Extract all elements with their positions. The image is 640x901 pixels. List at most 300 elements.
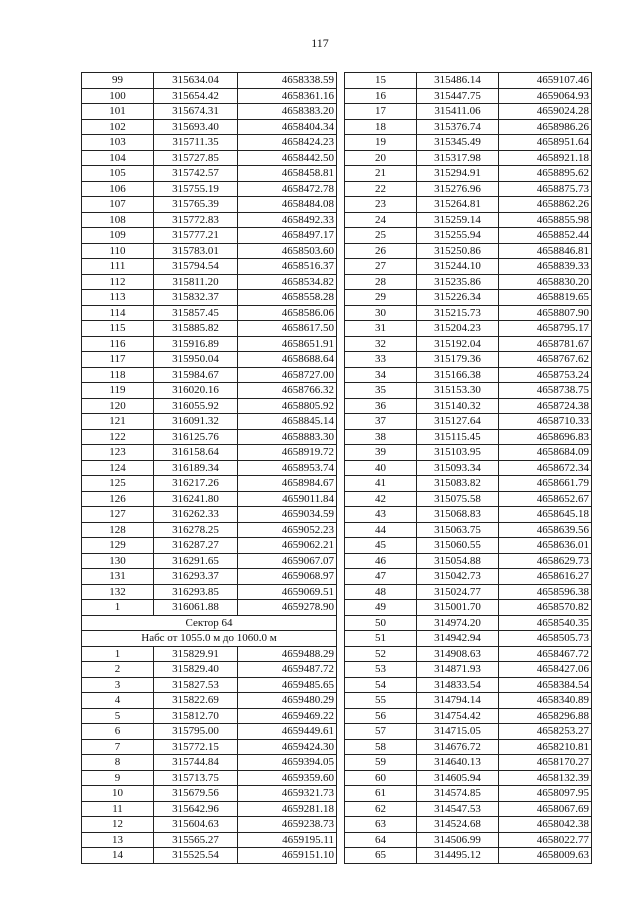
x-coordinate-cell: 314605.94 [417, 770, 499, 786]
table-row [82, 677, 337, 693]
point-number-cell: 26 [345, 243, 417, 259]
point-number-cell: 123 [82, 445, 154, 461]
y-coordinate-cell: 4658505.73 [499, 631, 592, 647]
x-coordinate-cell: 315742.57 [154, 166, 238, 182]
x-coordinate-cell: 315674.31 [154, 104, 238, 120]
y-coordinate-cell: 4658986.26 [499, 119, 592, 135]
x-coordinate-cell: 315063.75 [417, 522, 499, 538]
table-row [82, 832, 337, 848]
x-coordinate-cell: 315244.10 [417, 259, 499, 275]
x-coordinate-cell: 316293.37 [154, 569, 238, 585]
table-row [345, 584, 592, 600]
y-coordinate-cell: 4658639.56 [499, 522, 592, 538]
table-row [345, 119, 592, 135]
table-row [345, 631, 592, 647]
x-coordinate-cell: 315812.70 [154, 708, 238, 724]
point-number-cell: 129 [82, 538, 154, 554]
x-coordinate-cell: 315832.37 [154, 290, 238, 306]
table-row [345, 274, 592, 290]
y-coordinate-cell: 4659485.65 [238, 677, 337, 693]
x-coordinate-cell: 314524.68 [417, 817, 499, 833]
x-coordinate-cell: 315103.95 [417, 445, 499, 461]
y-coordinate-cell: 4658875.73 [499, 181, 592, 197]
y-coordinate-cell: 4659011.84 [238, 491, 337, 507]
x-coordinate-cell: 315140.32 [417, 398, 499, 414]
x-coordinate-cell: 315783.01 [154, 243, 238, 259]
x-coordinate-cell: 314547.53 [417, 801, 499, 817]
point-number-cell: 51 [345, 631, 417, 647]
x-coordinate-cell: 315827.53 [154, 677, 238, 693]
y-coordinate-cell: 4658458.81 [238, 166, 337, 182]
table-row [345, 507, 592, 523]
table-row [345, 693, 592, 709]
table-row [82, 538, 337, 554]
table-row [345, 786, 592, 802]
y-coordinate-cell: 4659488.29 [238, 646, 337, 662]
y-coordinate-cell: 4658427.06 [499, 662, 592, 678]
point-number-cell: 56 [345, 708, 417, 724]
point-number-cell: 110 [82, 243, 154, 259]
table-row [82, 507, 337, 523]
table-row [345, 336, 592, 352]
point-number-cell: 132 [82, 584, 154, 600]
table-row [345, 832, 592, 848]
point-number-cell: 20 [345, 150, 417, 166]
table-row [82, 662, 337, 678]
x-coordinate-cell: 316291.65 [154, 553, 238, 569]
x-coordinate-cell: 315857.45 [154, 305, 238, 321]
y-coordinate-cell: 4658424.23 [238, 135, 337, 151]
table-row [82, 569, 337, 585]
table-row [82, 786, 337, 802]
point-number-cell: 17 [345, 104, 417, 120]
x-coordinate-cell: 314833.54 [417, 677, 499, 693]
x-coordinate-cell: 315001.70 [417, 600, 499, 616]
point-number-cell: 16 [345, 88, 417, 104]
table-row [345, 445, 592, 461]
table-row [345, 259, 592, 275]
table-row [82, 73, 337, 89]
x-coordinate-cell: 315765.39 [154, 197, 238, 213]
y-coordinate-cell: 4658805.92 [238, 398, 337, 414]
table-row [82, 243, 337, 259]
table-row [82, 305, 337, 321]
y-coordinate-cell: 4658534.82 [238, 274, 337, 290]
x-coordinate-cell: 314794.14 [417, 693, 499, 709]
y-coordinate-cell: 4658022.77 [499, 832, 592, 848]
table-row [82, 88, 337, 104]
x-coordinate-cell: 316217.26 [154, 476, 238, 492]
y-coordinate-cell: 4659394.05 [238, 755, 337, 771]
table-row [345, 88, 592, 104]
table-row [345, 352, 592, 368]
point-number-cell: 8 [82, 755, 154, 771]
point-number-cell: 106 [82, 181, 154, 197]
x-coordinate-cell: 314640.13 [417, 755, 499, 771]
x-coordinate-cell: 315166.38 [417, 367, 499, 383]
x-coordinate-cell: 315950.04 [154, 352, 238, 368]
table-row [345, 646, 592, 662]
table-row [82, 274, 337, 290]
y-coordinate-cell: 4659052.23 [238, 522, 337, 538]
x-coordinate-cell: 315772.83 [154, 212, 238, 228]
point-number-cell: 10 [82, 786, 154, 802]
point-number-cell: 11 [82, 801, 154, 817]
y-coordinate-cell: 4658492.33 [238, 212, 337, 228]
point-number-cell: 52 [345, 646, 417, 662]
y-coordinate-cell: 4658724.38 [499, 398, 592, 414]
table-row [345, 708, 592, 724]
table-row [82, 119, 337, 135]
point-number-cell: 101 [82, 104, 154, 120]
point-number-cell: 1 [82, 646, 154, 662]
x-coordinate-cell: 315777.21 [154, 228, 238, 244]
table-row [82, 801, 337, 817]
x-coordinate-cell: 315060.55 [417, 538, 499, 554]
y-coordinate-cell: 4659034.59 [238, 507, 337, 523]
table-row [82, 445, 337, 461]
point-number-cell: 24 [345, 212, 417, 228]
x-coordinate-cell: 315984.67 [154, 367, 238, 383]
x-coordinate-cell: 315885.82 [154, 321, 238, 337]
x-coordinate-cell: 315255.94 [417, 228, 499, 244]
y-coordinate-cell: 4658586.06 [238, 305, 337, 321]
x-coordinate-cell: 315192.04 [417, 336, 499, 352]
point-number-cell: 104 [82, 150, 154, 166]
x-coordinate-cell: 315317.98 [417, 150, 499, 166]
y-coordinate-cell: 4659469.22 [238, 708, 337, 724]
point-number-cell: 18 [345, 119, 417, 135]
y-coordinate-cell: 4659480.29 [238, 693, 337, 709]
table-row [345, 135, 592, 151]
y-coordinate-cell: 4658781.67 [499, 336, 592, 352]
x-coordinate-cell: 314676.72 [417, 739, 499, 755]
point-number-cell: 29 [345, 290, 417, 306]
point-number-cell: 47 [345, 569, 417, 585]
x-coordinate-cell: 315226.34 [417, 290, 499, 306]
point-number-cell: 23 [345, 197, 417, 213]
point-number-cell: 119 [82, 383, 154, 399]
x-coordinate-cell: 315795.00 [154, 724, 238, 740]
point-number-cell: 55 [345, 693, 417, 709]
x-coordinate-cell: 315713.75 [154, 770, 238, 786]
point-number-cell: 46 [345, 553, 417, 569]
x-coordinate-cell: 316125.76 [154, 429, 238, 445]
table-row [345, 367, 592, 383]
table-row [345, 770, 592, 786]
table-row [345, 414, 592, 430]
x-coordinate-cell: 315042.73 [417, 569, 499, 585]
x-coordinate-cell: 315693.40 [154, 119, 238, 135]
table-row [345, 553, 592, 569]
y-coordinate-cell: 4658404.34 [238, 119, 337, 135]
point-number-cell: 120 [82, 398, 154, 414]
y-coordinate-cell: 4659107.46 [499, 73, 592, 89]
x-coordinate-cell: 315772.15 [154, 739, 238, 755]
y-coordinate-cell: 4658617.50 [238, 321, 337, 337]
y-coordinate-cell: 4658895.62 [499, 166, 592, 182]
x-coordinate-cell: 315054.88 [417, 553, 499, 569]
y-coordinate-cell: 4658696.83 [499, 429, 592, 445]
x-coordinate-cell: 315822.69 [154, 693, 238, 709]
y-coordinate-cell: 4658951.64 [499, 135, 592, 151]
x-coordinate-cell: 316262.33 [154, 507, 238, 523]
table-row [345, 150, 592, 166]
x-coordinate-cell: 315634.04 [154, 73, 238, 89]
x-coordinate-cell: 315068.83 [417, 507, 499, 523]
table-row [82, 212, 337, 228]
y-coordinate-cell: 4658830.20 [499, 274, 592, 290]
page-number: 117 [311, 36, 329, 50]
point-number-cell: 60 [345, 770, 417, 786]
point-number-cell: 121 [82, 414, 154, 430]
point-number-cell: 64 [345, 832, 417, 848]
y-coordinate-cell: 4658497.17 [238, 228, 337, 244]
point-number-cell: 19 [345, 135, 417, 151]
table-row [345, 677, 592, 693]
point-number-cell: 112 [82, 274, 154, 290]
table-row [345, 166, 592, 182]
sector-height-range: Набс от 1055.0 м до 1060.0 м [82, 631, 337, 647]
table-row [345, 429, 592, 445]
table-row [345, 817, 592, 833]
point-number-cell: 22 [345, 181, 417, 197]
x-coordinate-cell: 315115.45 [417, 429, 499, 445]
table-row [82, 553, 337, 569]
point-number-cell: 128 [82, 522, 154, 538]
table-row [82, 383, 337, 399]
y-coordinate-cell: 4658170.27 [499, 755, 592, 771]
left-coordinates-table [81, 72, 337, 864]
point-number-cell: 4 [82, 693, 154, 709]
x-coordinate-cell: 315204.23 [417, 321, 499, 337]
point-number-cell: 7 [82, 739, 154, 755]
point-number-cell: 100 [82, 88, 154, 104]
table-row [82, 600, 337, 616]
y-coordinate-cell: 4658807.90 [499, 305, 592, 321]
point-number-cell: 131 [82, 569, 154, 585]
point-number-cell: 54 [345, 677, 417, 693]
point-number-cell: 118 [82, 367, 154, 383]
x-coordinate-cell: 315376.74 [417, 119, 499, 135]
x-coordinate-cell: 315916.89 [154, 336, 238, 352]
x-coordinate-cell: 315345.49 [417, 135, 499, 151]
point-number-cell: 31 [345, 321, 417, 337]
y-coordinate-cell: 4658340.89 [499, 693, 592, 709]
table-row [345, 724, 592, 740]
point-number-cell: 113 [82, 290, 154, 306]
y-coordinate-cell: 4658846.81 [499, 243, 592, 259]
point-number-cell: 36 [345, 398, 417, 414]
x-coordinate-cell: 314495.12 [417, 848, 499, 864]
point-number-cell: 102 [82, 119, 154, 135]
table-row [82, 150, 337, 166]
right-table-body [345, 73, 592, 864]
y-coordinate-cell: 4659424.30 [238, 739, 337, 755]
x-coordinate-cell: 315654.42 [154, 88, 238, 104]
table-row [345, 662, 592, 678]
table-row [345, 460, 592, 476]
table-row [82, 708, 337, 724]
y-coordinate-cell: 4658767.62 [499, 352, 592, 368]
table-row [345, 755, 592, 771]
y-coordinate-cell: 4659278.90 [238, 600, 337, 616]
table-row [345, 228, 592, 244]
y-coordinate-cell: 4658503.60 [238, 243, 337, 259]
x-coordinate-cell: 315075.58 [417, 491, 499, 507]
point-number-cell: 57 [345, 724, 417, 740]
y-coordinate-cell: 4658883.30 [238, 429, 337, 445]
x-coordinate-cell: 314754.42 [417, 708, 499, 724]
y-coordinate-cell: 4658862.26 [499, 197, 592, 213]
sector-height-range-row [82, 631, 337, 647]
y-coordinate-cell: 4658296.88 [499, 708, 592, 724]
point-number-cell: 62 [345, 801, 417, 817]
x-coordinate-cell: 315565.27 [154, 832, 238, 848]
point-number-cell: 44 [345, 522, 417, 538]
x-coordinate-cell: 316158.64 [154, 445, 238, 461]
point-number-cell: 48 [345, 584, 417, 600]
y-coordinate-cell: 4658855.98 [499, 212, 592, 228]
y-coordinate-cell: 4659359.60 [238, 770, 337, 786]
y-coordinate-cell: 4658852.44 [499, 228, 592, 244]
table-row [82, 755, 337, 771]
x-coordinate-cell: 315235.86 [417, 274, 499, 290]
x-coordinate-cell: 315215.73 [417, 305, 499, 321]
point-number-cell: 45 [345, 538, 417, 554]
point-number-cell: 116 [82, 336, 154, 352]
x-coordinate-cell: 314871.93 [417, 662, 499, 678]
x-coordinate-cell: 315811.20 [154, 274, 238, 290]
table-row [82, 398, 337, 414]
y-coordinate-cell: 4658383.20 [238, 104, 337, 120]
table-row [82, 197, 337, 213]
point-number-cell: 124 [82, 460, 154, 476]
y-coordinate-cell: 4659024.28 [499, 104, 592, 120]
y-coordinate-cell: 4658132.39 [499, 770, 592, 786]
x-coordinate-cell: 315179.36 [417, 352, 499, 368]
point-number-cell: 114 [82, 305, 154, 321]
x-coordinate-cell: 316091.32 [154, 414, 238, 430]
y-coordinate-cell: 4659064.93 [499, 88, 592, 104]
x-coordinate-cell: 315411.06 [417, 104, 499, 120]
y-coordinate-cell: 4658710.33 [499, 414, 592, 430]
table-row [345, 197, 592, 213]
y-coordinate-cell: 4658688.64 [238, 352, 337, 368]
y-coordinate-cell: 4658338.59 [238, 73, 337, 89]
point-number-cell: 2 [82, 662, 154, 678]
table-row [345, 491, 592, 507]
y-coordinate-cell: 4658629.73 [499, 553, 592, 569]
x-coordinate-cell: 315642.96 [154, 801, 238, 817]
y-coordinate-cell: 4658953.74 [238, 460, 337, 476]
table-row [82, 228, 337, 244]
x-coordinate-cell: 315153.30 [417, 383, 499, 399]
point-number-cell: 13 [82, 832, 154, 848]
x-coordinate-cell: 315276.96 [417, 181, 499, 197]
point-number-cell: 109 [82, 228, 154, 244]
point-number-cell: 125 [82, 476, 154, 492]
y-coordinate-cell: 4658467.72 [499, 646, 592, 662]
table-row [82, 584, 337, 600]
point-number-cell: 33 [345, 352, 417, 368]
x-coordinate-cell: 315294.91 [417, 166, 499, 182]
y-coordinate-cell: 4659238.73 [238, 817, 337, 833]
y-coordinate-cell: 4659062.21 [238, 538, 337, 554]
x-coordinate-cell: 315024.77 [417, 584, 499, 600]
table-row [82, 104, 337, 120]
table-row [345, 104, 592, 120]
y-coordinate-cell: 4659449.61 [238, 724, 337, 740]
point-number-cell: 59 [345, 755, 417, 771]
right-coordinates-table [344, 72, 592, 864]
point-number-cell: 12 [82, 817, 154, 833]
table-row [82, 166, 337, 182]
table-row [345, 522, 592, 538]
table-row [82, 367, 337, 383]
x-coordinate-cell: 314974.20 [417, 615, 499, 631]
point-number-cell: 103 [82, 135, 154, 151]
x-coordinate-cell: 315127.64 [417, 414, 499, 430]
x-coordinate-cell: 315744.84 [154, 755, 238, 771]
point-number-cell: 63 [345, 817, 417, 833]
y-coordinate-cell: 4659067.07 [238, 553, 337, 569]
point-number-cell: 21 [345, 166, 417, 182]
y-coordinate-cell: 4658652.67 [499, 491, 592, 507]
y-coordinate-cell: 4658009.63 [499, 848, 592, 864]
point-number-cell: 65 [345, 848, 417, 864]
x-coordinate-cell: 315829.40 [154, 662, 238, 678]
y-coordinate-cell: 4658672.34 [499, 460, 592, 476]
y-coordinate-cell: 4658921.18 [499, 150, 592, 166]
x-coordinate-cell: 315264.81 [417, 197, 499, 213]
point-number-cell: 15 [345, 73, 417, 89]
point-number-cell: 42 [345, 491, 417, 507]
x-coordinate-cell: 315525.54 [154, 848, 238, 864]
table-row [82, 522, 337, 538]
x-coordinate-cell: 315083.82 [417, 476, 499, 492]
x-coordinate-cell: 315447.75 [417, 88, 499, 104]
table-row [345, 321, 592, 337]
y-coordinate-cell: 4658210.81 [499, 739, 592, 755]
point-number-cell: 108 [82, 212, 154, 228]
y-coordinate-cell: 4658097.95 [499, 786, 592, 802]
table-row [82, 336, 337, 352]
table-row [345, 476, 592, 492]
left-table-body [82, 73, 337, 864]
point-number-cell: 27 [345, 259, 417, 275]
y-coordinate-cell: 4659281.18 [238, 801, 337, 817]
point-number-cell: 25 [345, 228, 417, 244]
y-coordinate-cell: 4659068.97 [238, 569, 337, 585]
x-coordinate-cell: 316241.80 [154, 491, 238, 507]
y-coordinate-cell: 4658753.24 [499, 367, 592, 383]
x-coordinate-cell: 315486.14 [417, 73, 499, 89]
table-row [345, 383, 592, 399]
x-coordinate-cell: 314574.85 [417, 786, 499, 802]
table-row [345, 739, 592, 755]
x-coordinate-cell: 315604.63 [154, 817, 238, 833]
point-number-cell: 41 [345, 476, 417, 492]
x-coordinate-cell: 315755.19 [154, 181, 238, 197]
point-number-cell: 130 [82, 553, 154, 569]
sector-title: Сектор 64 [82, 615, 337, 631]
point-number-cell: 58 [345, 739, 417, 755]
table-row [345, 848, 592, 864]
x-coordinate-cell: 316293.85 [154, 584, 238, 600]
point-number-cell: 40 [345, 460, 417, 476]
y-coordinate-cell: 4658819.65 [499, 290, 592, 306]
